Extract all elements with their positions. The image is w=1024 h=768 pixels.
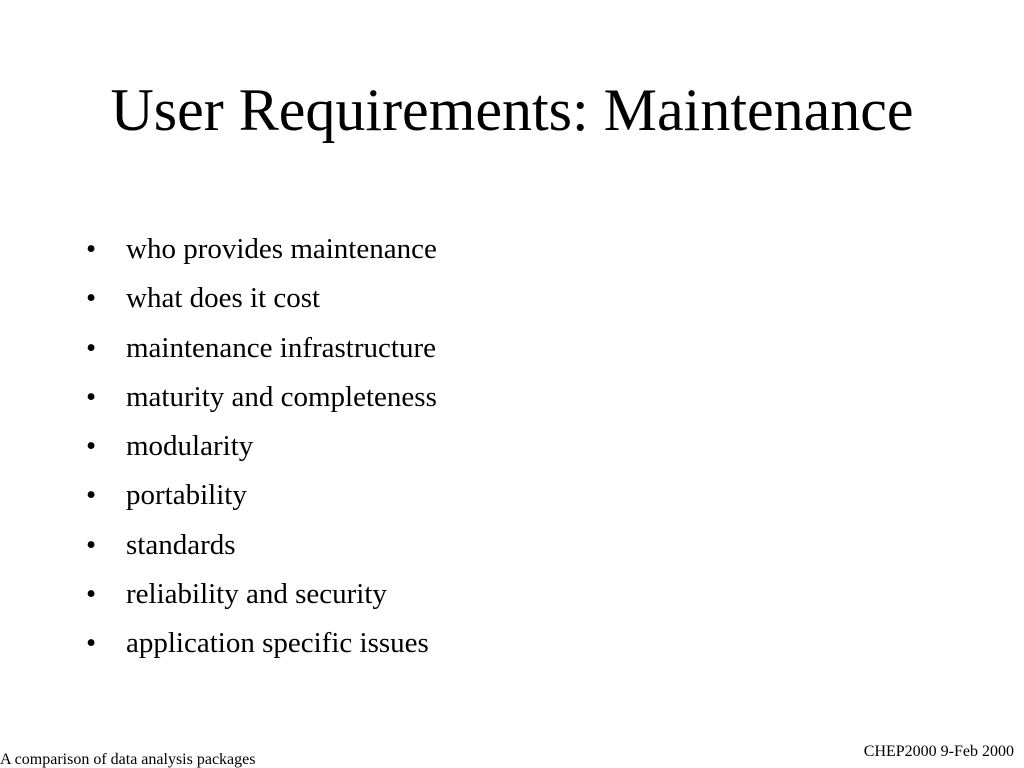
list-item [86,373,437,422]
list-item [86,521,437,570]
footer-left-text: A comparison of data analysis packages [0,751,256,768]
list-item [86,471,437,520]
bullet-icon: • [86,282,97,315]
list-item [86,225,437,274]
bullet-icon: • [86,430,97,463]
slide-title: User Requirements: Maintenance [110,77,914,143]
bullet-text: who provides maintenance [126,233,437,265]
bullet-list [86,225,437,669]
bullet-icon: • [86,578,97,611]
footer-right-text: CHEP2000 9-Feb 2000 [863,743,1014,760]
bullet-text: standards [126,528,236,561]
bullet-icon: • [86,627,97,660]
bullet-text: what does it cost [126,282,321,315]
bullet-text: portability [126,479,247,512]
bullet-text: application specific issues [126,627,429,660]
list-item [86,274,437,323]
list-item [86,422,437,471]
bullet-icon: • [86,233,97,265]
bullet-icon: • [86,331,97,364]
bullet-text: maintenance infrastructure [126,331,436,364]
bullet-text: reliability and security [126,578,387,611]
bullet-text: maturity and completeness [126,380,437,413]
bullet-icon: • [86,479,97,512]
list-item [86,324,437,373]
bullet-icon: • [86,528,97,561]
bullet-text: modularity [126,430,254,463]
list-item [86,570,437,619]
bullet-icon: • [86,380,97,413]
list-item [86,619,437,668]
